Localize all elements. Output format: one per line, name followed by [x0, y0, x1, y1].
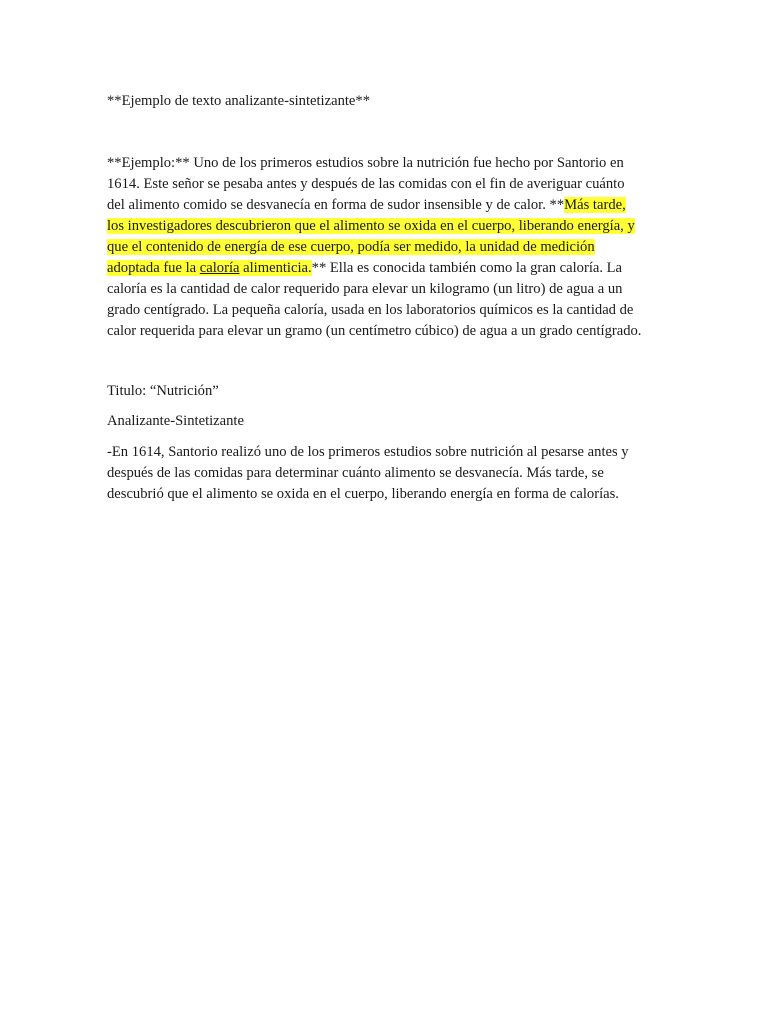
- example-line-6: [107, 258, 622, 278]
- highlighted-text: los investigadores descubrieron que el alimento se oxida en el cuerpo, liberando energía, y: [107, 218, 635, 234]
- highlighted-text: alimenticia.: [239, 260, 312, 276]
- example-line-6-text: ** Ella es conocida también como la gran caloría. La: [311, 260, 623, 276]
- subtitle-line: Analizante-Sintetizante: [107, 413, 244, 429]
- example-line-1: **Ejemplo:** Uno de los primeros estudios sobre la nutrición fue hecho por Santorio en: [107, 155, 624, 171]
- example-line-2: 1614. Este señor se pesaba antes y después de las comidas con el fin de averiguar cuánto: [107, 176, 625, 192]
- summary-line-2: después de las comidas para determinar cuánto alimento se desvanecía. Más tarde, se: [107, 465, 604, 481]
- example-line-9: calor requerida para elevar un gramo (un centímetro cúbico) de agua a un grado centígrado.: [107, 323, 642, 339]
- example-line-4: [107, 216, 635, 236]
- highlighted-text: que el contenido de energía de ese cuerpo, podía ser medido, la unidad de medición: [107, 239, 595, 255]
- highlighted-text: Más tarde,: [564, 197, 626, 213]
- title-line: Titulo: “Nutrición”: [107, 383, 219, 399]
- example-line-3: [107, 195, 626, 215]
- underlined-word: caloría: [199, 260, 240, 276]
- highlighted-text: adoptada fue la: [107, 260, 200, 276]
- example-line-7: caloría es la cantidad de calor requerido para elevar un kilogramo (un litro) de agua a un: [107, 281, 623, 297]
- example-line-5: [107, 237, 595, 257]
- summary-line-1: -En 1614, Santorio realizó uno de los primeros estudios sobre nutrición al pesarse antes y: [107, 444, 629, 460]
- example-line-3-text: del alimento comido se desvanecía en forma de sudor insensible y de calor. **: [107, 197, 565, 213]
- document-heading: **Ejemplo de texto analizante-sintetizante**: [107, 93, 370, 109]
- summary-line-3: descubrió que el alimento se oxida en el cuerpo, liberando energía en forma de calorías.: [107, 486, 619, 502]
- example-line-8: grado centígrado. La pequeña caloría, usada en los laboratorios químicos es la cantidad de: [107, 302, 634, 318]
